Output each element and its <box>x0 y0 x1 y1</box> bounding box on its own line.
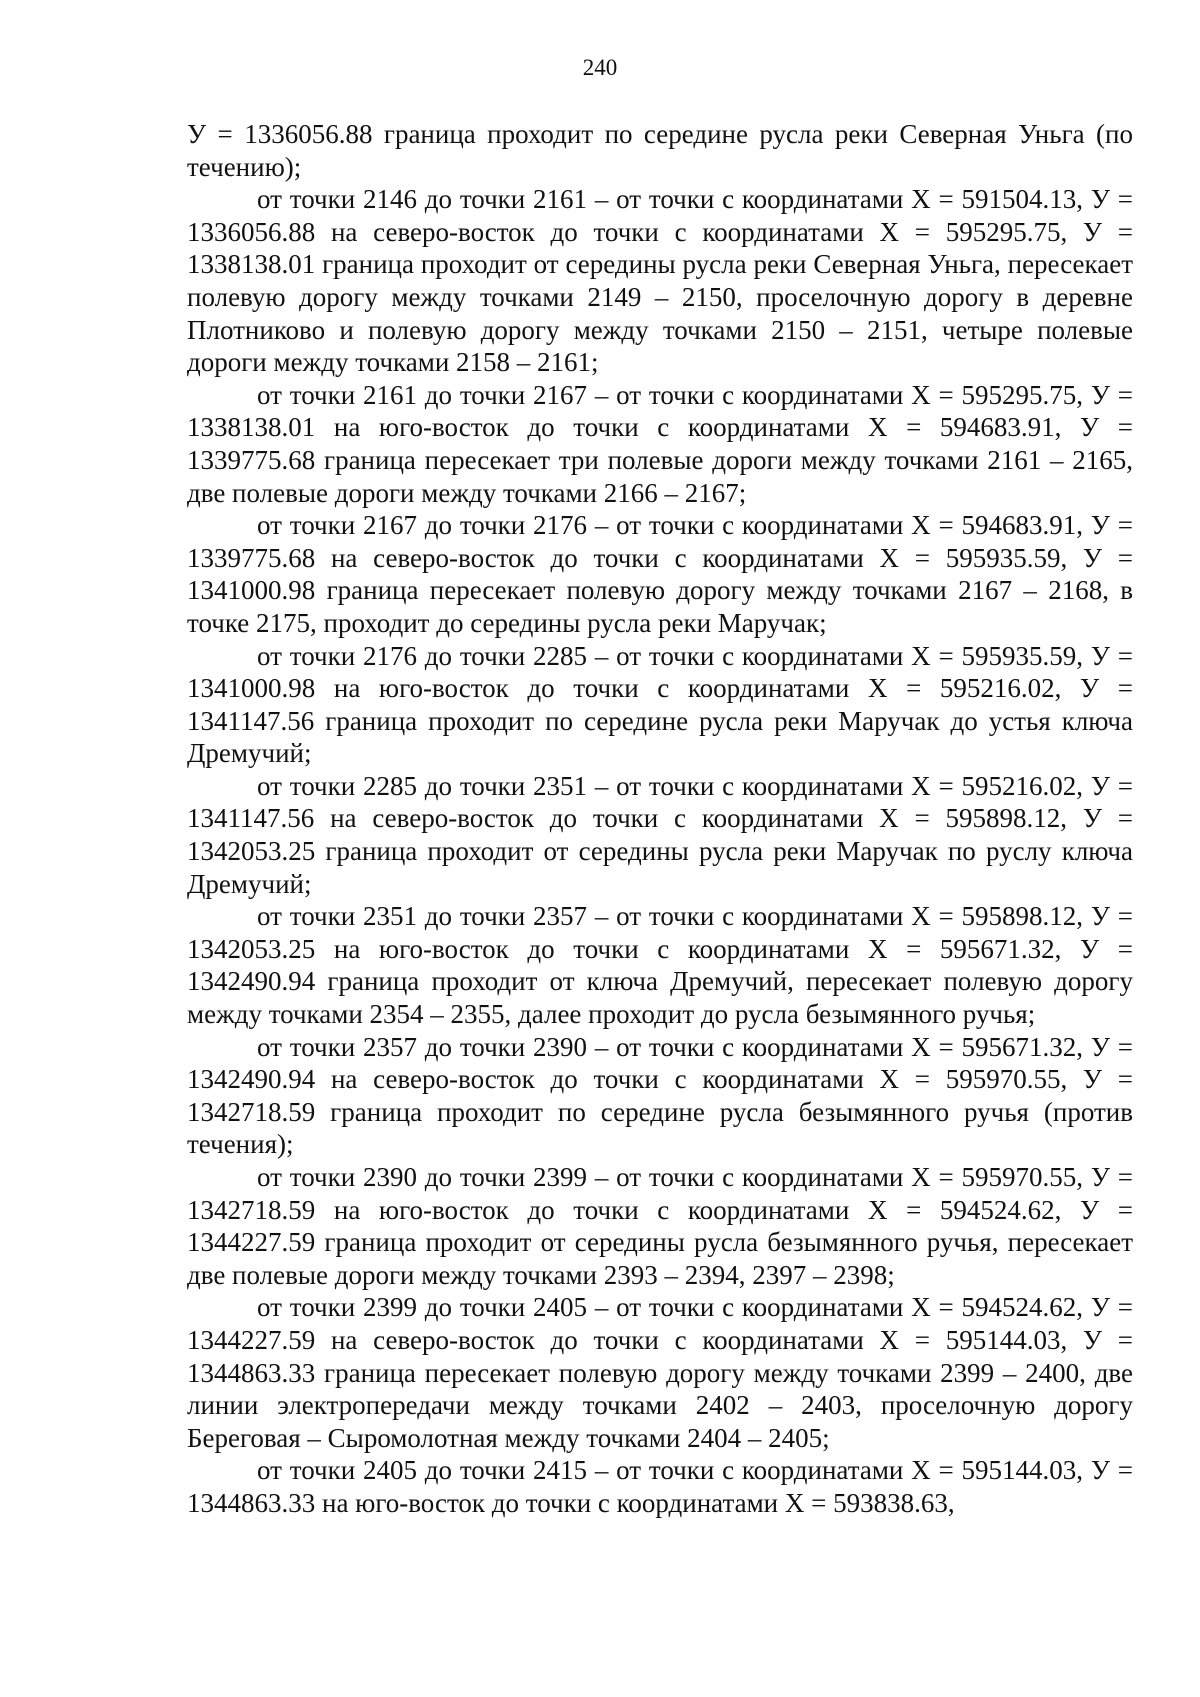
paragraph-4: от точки 2167 до точки 2176 – от точки с координатами Х = 594683.91, У = 1339775.68 на северо-восток до точки с координатами Х = 595935.59, У = 1341000.98 граница пересекает полевую дорогу между точками 2167 – 2168, в точке 2175, проходит до середины русла реки Маручак; <box>187 510 1133 638</box>
document-body <box>187 118 1133 1520</box>
paragraph-2: от точки 2146 до точки 2161 – от точки с координатами Х = 591504.13, У = 1336056.88 на северо-восток до точки с координатами Х = 595295.75, У = 1338138.01 граница проходит от середины русла реки Северная Уньга, пересекает полевую дорогу между точками 2149 – 2150, проселочную дорогу в деревне Плотниково и полевую дорогу между точками 2150 – 2151, четыре полевые дороги между точками 2158 – 2161; <box>187 184 1133 378</box>
paragraph-3: от точки 2161 до точки 2167 – от точки с координатами Х = 595295.75, У = 1338138.01 на юго-восток до точки с координатами Х = 594683.91, У = 1339775.68 граница пересекает три полевые дороги между точками 2161 – 2165, две полевые дороги между точками 2166 – 2167; <box>187 379 1133 508</box>
paragraph-10: от точки 2399 до точки 2405 – от точки с координатами Х = 594524.62, У = 1344227.59 на северо-восток до точки с координатами Х = 595144.03, У = 1344863.33 граница пересекает полевую дорогу между точками 2399 – 2400, две линии электропередачи между точками 2402 – 2403, проселочную дорогу Береговая – Сыромолотная между точками 2404 – 2405; <box>187 1292 1133 1453</box>
paragraph-1: У = 1336056.88 граница проходит по середине русла реки Северная Уньга (по течению); <box>187 119 1133 182</box>
paragraph-8: от точки 2357 до точки 2390 – от точки с координатами Х = 595671.32, У = 1342490.94 на северо-восток до точки с координатами Х = 595970.55, У = 1342718.59 граница проходит по середине русла безымянного ручья (против течения); <box>187 1031 1133 1160</box>
paragraph-7: от точки 2351 до точки 2357 – от точки с координатами Х = 595898.12, У = 1342053.25 на юго-восток до точки с координатами Х = 595671.32, У = 1342490.94 граница проходит от ключа Дремучий, пересекает полевую дорогу между точками 2354 – 2355, далее проходит до русла безымянного ручья; <box>187 901 1133 1030</box>
paragraph-6: от точки 2285 до точки 2351 – от точки с координатами Х = 595216.02, У = 1341147.56 на северо-восток до точки с координатами Х = 595898.12, У = 1342053.25 граница проходит от середины русла реки Маручак по руслу ключа Дремучий; <box>187 770 1133 899</box>
page-number: 240 <box>582 55 618 80</box>
paragraph-5: от точки 2176 до точки 2285 – от точки с координатами Х = 595935.59, У = 1341000.98 на юго-восток до точки с координатами Х = 595216.02, У = 1341147.56 граница проходит по середине русла реки Маручак до устья ключа Дремучий; <box>187 640 1133 769</box>
paragraph-9: от точки 2390 до точки 2399 – от точки с координатами Х = 595970.55, У = 1342718.59 на юго-восток до точки с координатами Х = 594524.62, У = 1344227.59 граница проходит от середины русла безымянного ручья, пересекает две полевые дороги между точками 2393 – 2394, 2397 – 2398; <box>187 1162 1133 1290</box>
paragraph-11: от точки 2405 до точки 2415 – от точки с координатами Х = 595144.03, У = 1344863.33 на юго-восток до точки с координатами Х = 593838.63, <box>187 1455 1133 1518</box>
